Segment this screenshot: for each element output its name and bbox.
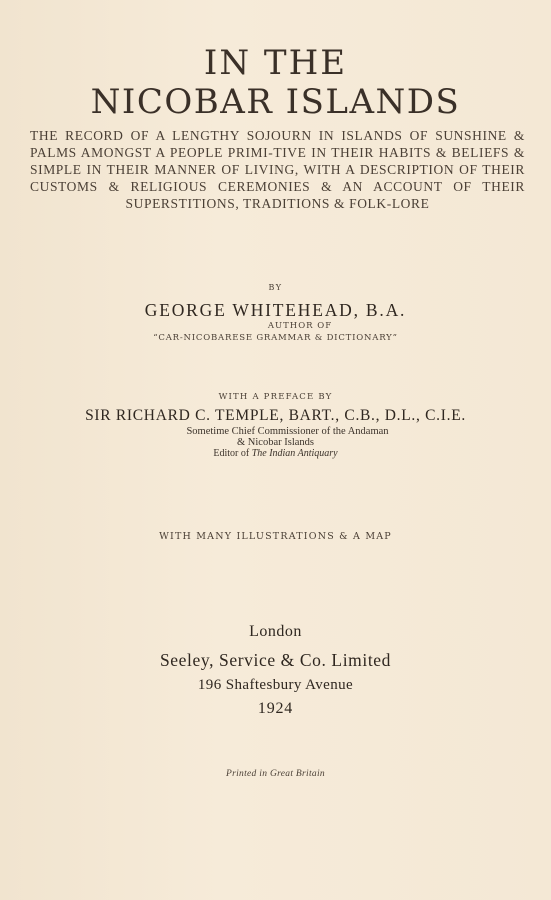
book-title-line1: IN THE <box>203 43 348 83</box>
author-name: GEORGE WHITEHEAD, B.A. <box>144 300 407 320</box>
publication-city: London <box>249 623 302 640</box>
preface-author-credit-line2: & Nicobar Islands <box>237 437 314 448</box>
book-subtitle: THE RECORD OF A LENGTHY SOJOURN IN ISLANDS OF SUNSHINE & PALMS AMONGST A PEOPLE PRIMI-TIVE IN THEIR HABITS & BELIEFS & SIMPLE IN THEIR MANNER OF LIVING, WITH A DESCRIPTION OF THEIR CUSTOMS & RELIGIOUS CEREMONIES & AN ACCOUNT OF THEIR SUPERSTITIONS, TRADITIONS & FOLK-LORE <box>30 128 525 211</box>
publication-year: 1924 <box>257 700 294 717</box>
journal-title: The Indian Antiquary <box>251 448 338 459</box>
printed-in-note: Printed in Great Britain <box>226 769 325 779</box>
preface-intro: WITH A PREFACE BY <box>218 392 333 402</box>
illustrations-note: WITH MANY ILLUSTRATIONS & A MAP <box>159 531 392 542</box>
author-of-label: AUTHOR OF <box>267 321 333 331</box>
preface-author-credit-line1: Sometime Chief Commissioner of the Andaman <box>186 426 389 437</box>
by-label: BY <box>268 283 283 292</box>
publisher-address: 196 Shaftesbury Avenue <box>197 677 354 693</box>
editor-prefix: Editor of <box>213 448 252 459</box>
author-prior-work: “CAR-NICOBARESE GRAMMAR & DICTIONARY” <box>153 333 398 343</box>
preface-author: SIR RICHARD C. TEMPLE, BART., C.B., D.L., C.I.E. <box>85 407 466 424</box>
editor-credit <box>0 448 551 459</box>
publisher-name: Seeley, Service & Co. Limited <box>159 650 392 670</box>
book-title-line2: NICOBAR ISLANDS <box>90 82 461 122</box>
